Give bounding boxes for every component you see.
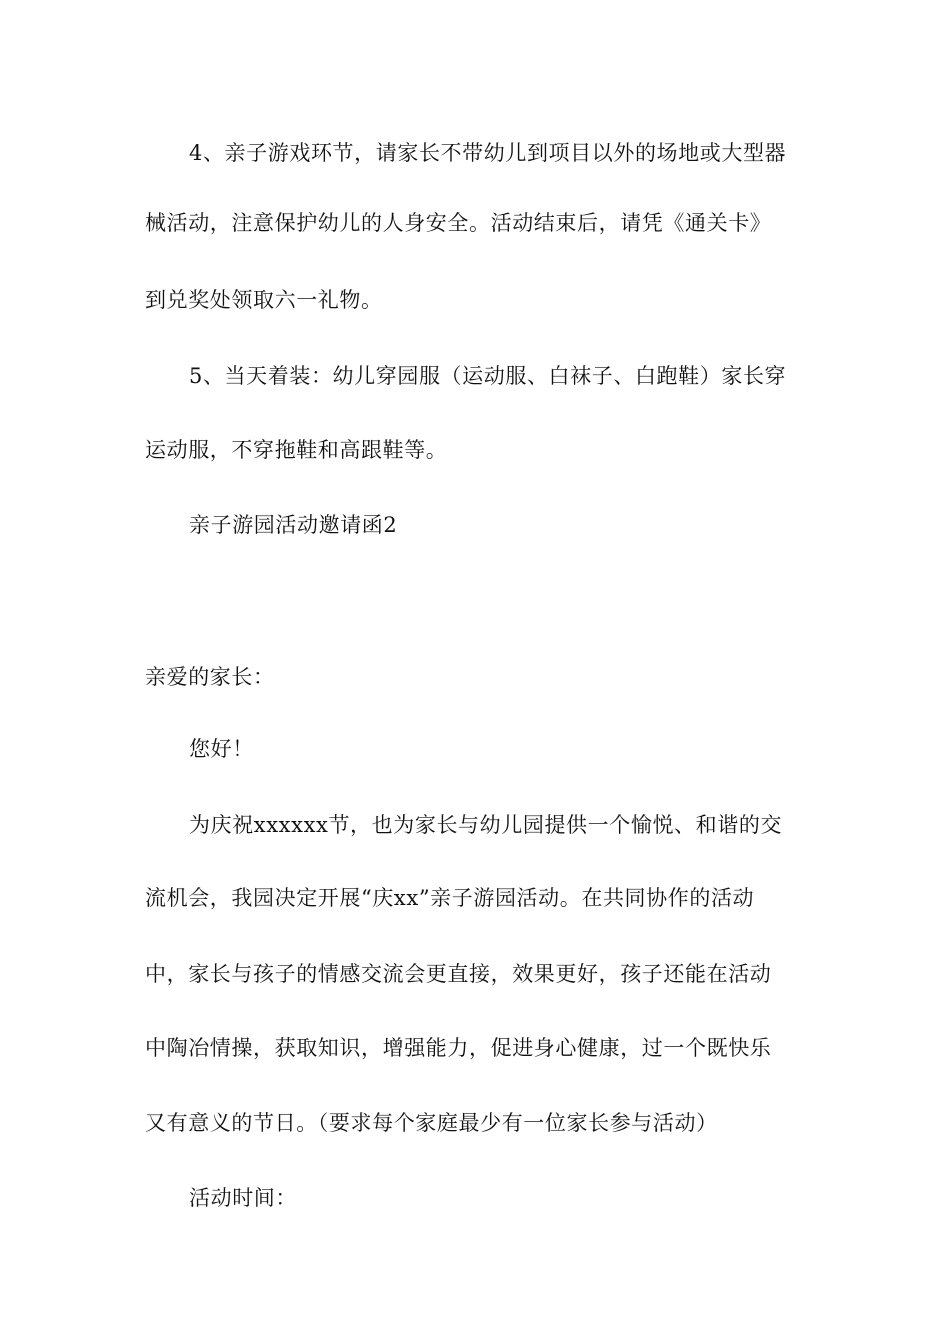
paragraph-item-5-line-1: 5、当天着装：幼儿穿园服（运动服、白袜子、白跑鞋）家长穿 <box>189 364 787 388</box>
body-paragraph-line-2: 流机会，我园决定开展“庆xx”亲子游园活动。在共同协作的活动 <box>145 886 755 910</box>
paragraph-item-5-line-2: 运动服，不穿拖鞋和高跟鞋等。 <box>145 438 448 462</box>
body-paragraph-line-5: 又有意义的节日。（要求每个家庭最少有一位家长参与活动） <box>145 1111 718 1135</box>
body-paragraph-line-1: 为庆祝xxxxxx节，也为家长与幼儿园提供一个愉悦、和谐的交 <box>189 813 783 837</box>
salutation: 亲爱的家长： <box>145 665 275 689</box>
activity-time-label: 活动时间： <box>189 1186 297 1210</box>
body-paragraph-line-3: 中，家长与孩子的情感交流会更直接，效果更好，孩子还能在活动 <box>145 962 772 986</box>
section-heading: 亲子游园活动邀请函2 <box>189 513 398 537</box>
body-paragraph-line-4: 中陶冶情操，获取知识，增强能力，促进身心健康，过一个既快乐 <box>145 1036 772 1060</box>
paragraph-item-4-line-1: 4、亲子游戏环节，请家长不带幼儿到项目以外的场地或大型器 <box>189 141 787 165</box>
paragraph-item-4-line-2: 械活动，注意保护幼儿的人身安全。活动结束后，请凭《通关卡》 <box>145 211 772 235</box>
paragraph-item-4-line-3: 到兑奖处领取六一礼物。 <box>145 288 383 312</box>
greeting: 您好！ <box>189 737 254 761</box>
